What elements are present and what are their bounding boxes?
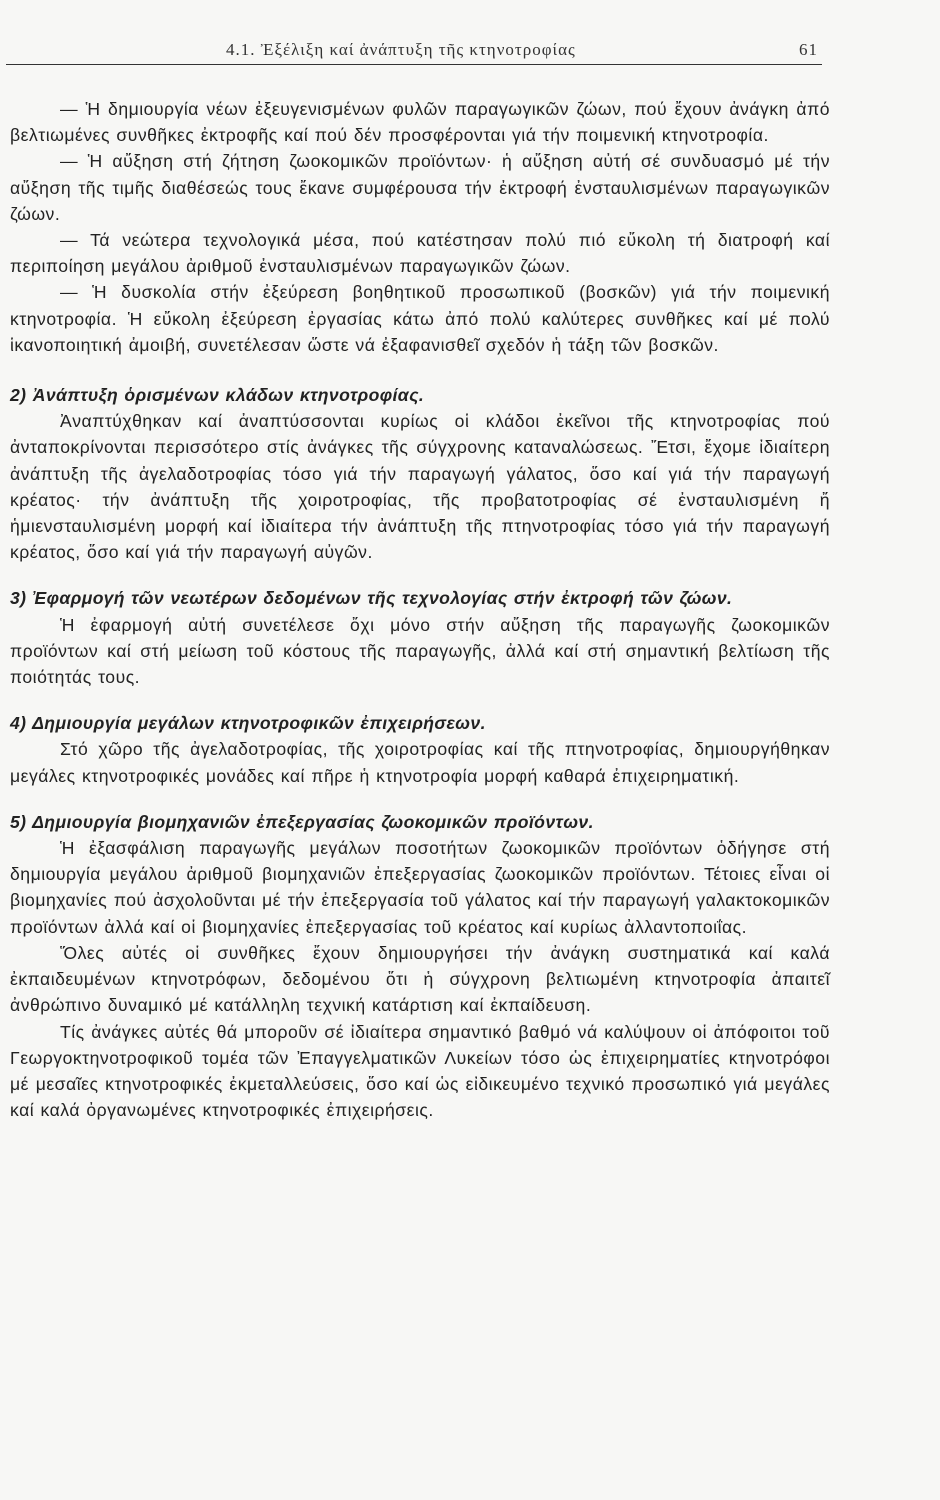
intro-item: — Ἡ δυσκολία στήν ἐξεύρεση βοηθητικοῦ προσωπικοῦ (βοσκῶν) γιά τήν ποιμενική κτηνοτροφία. Ἡ εὔκολη ἐξεύρεση ἐργασίας κάτω ἀπό πολύ καλύτερες συνθῆκες καί μέ πολύ ἱκανοποιητική ἀμοιβή, συνετέλεσαν ὥστε νά ἐξαφανισθεῖ σχεδόν ἡ τάξη τῶν βοσκῶν. — [10, 282, 830, 355]
section-paragraph: Ὅλες αὐτές οἱ συνθῆκες ἔχουν δημιουργήσει τήν ἀνάγκη συστηματικά καί καλά ἐκπαιδευμένων κτηνοτρόφων, δεδομένου ὅτι ἡ σύγχρονη βελτιωμένη κτηνοτροφία ἀπαιτεῖ ἀνθρώπινο δυναμικό μέ κατάλληλη τεχνική κατάρτιση καί ἐκπαίδευση. — [10, 942, 830, 1016]
section-heading: 4) Δημιουργία μεγάλων κτηνοτροφικῶν ἐπιχειρήσεων. — [10, 713, 486, 734]
page-number: 61 — [799, 40, 818, 59]
intro-item: — Ἡ αὔξηση στή ζήτηση ζωοκομικῶν προϊόντων· ἡ αὔξηση αὐτή σέ συνδυασμό μέ τήν αὔξηση τῆς τιμῆς διαθέσεώς τους ἔκανε συμφέρουσα τήν ἐκτροφή ἐνσταυλισμένων παραγωγικῶν ζώων. — [10, 151, 830, 224]
section-heading: 3) Ἐφαρμογή τῶν νεωτέρων δεδομένων τῆς τεχνολογίας στήν ἐκτροφή τῶν ζώων. — [10, 588, 733, 609]
section-paragraph: Ἡ ἐξασφάλιση παραγωγῆς μεγάλων ποσοτήτων ζωοκομικῶν προϊόντων ὁδήγησε στή δημιουργία μεγάλου ἀριθμοῦ βιομηχανιῶν ἐπεξεργασίας ζωοκομικῶν προϊόντων. Τέτοιες εἶναι οἱ βιομηχανίες πού ἀσχολοῦνται μέ τήν ἐπεξεργασία τοῦ γάλατος καί τήν παραγωγή γαλακτοκομικῶν προϊόντων ἀλλά καί οἱ βιομηχανίες ἐπεξεργασίας τοῦ κρέατος καί κυρίως ἀλλαντοποιΐας. — [10, 838, 830, 937]
header-title: 4.1. Ἐξέλιξη καί ἀνάπτυξη τῆς κτηνοτροφίας — [226, 40, 576, 59]
section-paragraph: Ἀναπτύχθηκαν καί ἀναπτύσσονται κυρίως οἱ κλάδοι ἐκεῖνοι τῆς κτηνοτροφίας πού ἀνταποκρίνονται περισσότερο στίς ἀνάγκες τῆς σύγχρονης καταναλώσεως. Ἔτσι, ἔχομε ἰδιαίτερη ἀνάπτυξη τῆς ἀγελαδοτροφίας τόσο γιά τήν παραγωγή γάλατος, ὅσο καί γιά τήν παραγωγή κρέατος· τήν ἀνάπτυξη τῆς χοιροτροφίας, τῆς προβατοτροφίας σέ ἐνσταυλισμένη ἤ ἡμιενσταυλισμένη μορφή καί ἰδιαίτερα τήν ἀνάπτυξη τῆς πτηνοτροφίας τόσο γιά τήν παραγωγή κρέατος, ὅσο καί γιά τήν παραγωγή αὐγῶν. — [10, 411, 830, 563]
intro-item: — Ἡ δημιουργία νέων ἐξευγενισμένων φυλῶν παραγωγικῶν ζώων, πού ἔχουν ἀνάγκη ἀπό βελτιωμένες συνθῆκες ἐκτροφῆς καί πού δέν προσφέρονται γιά τήν ποιμενική κτηνοτροφία. — [10, 99, 830, 146]
section-heading: 2) Ἀνάπτυξη ὁρισμένων κλάδων κτηνοτροφίας. — [10, 385, 425, 406]
running-header — [6, 38, 822, 65]
section-heading: 5) Δημιουργία βιομηχανιῶν ἐπεξεργασίας ζωοκομικῶν προϊόντων. — [10, 811, 594, 832]
section-paragraph: Στό χῶρο τῆς ἀγελαδοτροφίας, τῆς χοιροτροφίας καί τῆς πτηνοτροφίας, δημιουργήθηκαν μεγάλες κτηνοτροφικές μονάδες καί πῆρε ἡ κτηνοτροφία μορφή καθαρά ἐπιχειρηματική. — [10, 739, 830, 786]
section-paragraph: Τίς ἀνάγκες αὐτές θά μποροῦν σέ ἰδιαίτερα σημαντικό βαθμό νά καλύψουν οἱ ἀπόφοιτοι τοῦ Γεωργοκτηνοτροφικοῦ τομέα τῶν Ἐπαγγελματικῶν Λυκείων τόσο ὡς ἐπιχειρηματίες κτηνοτρόφοι μέ μεσαῖες κτηνοτροφικές ἐκμεταλλεύσεις, ὅσο καί ὡς εἰδικευμένο τεχνικό προσωπικό γιά μεγάλες καί καλά ὀργανωμένες κτηνοτροφικές ἐπιχειρήσεις. — [10, 1021, 830, 1121]
intro-item: — Τά νεώτερα τεχνολογικά μέσα, πού κατέστησαν πολύ πιό εὔκολη τή διατροφή καί περιποίηση μεγάλου ἀριθμοῦ ἐνσταυλισμένων παραγωγικῶν ζώων. — [10, 230, 830, 277]
page-body — [10, 96, 830, 1123]
section-paragraph: Ἡ ἐφαρμογή αὐτή συνετέλεσε ὄχι μόνο στήν αὔξηση τῆς παραγωγῆς ζωοκομικῶν προϊόντων καί στή μείωση τοῦ κόστους τῆς παραγωγῆς, ἀλλά καί στή σημαντική βελτίωση τῆς ποιότητάς τους. — [10, 614, 830, 688]
